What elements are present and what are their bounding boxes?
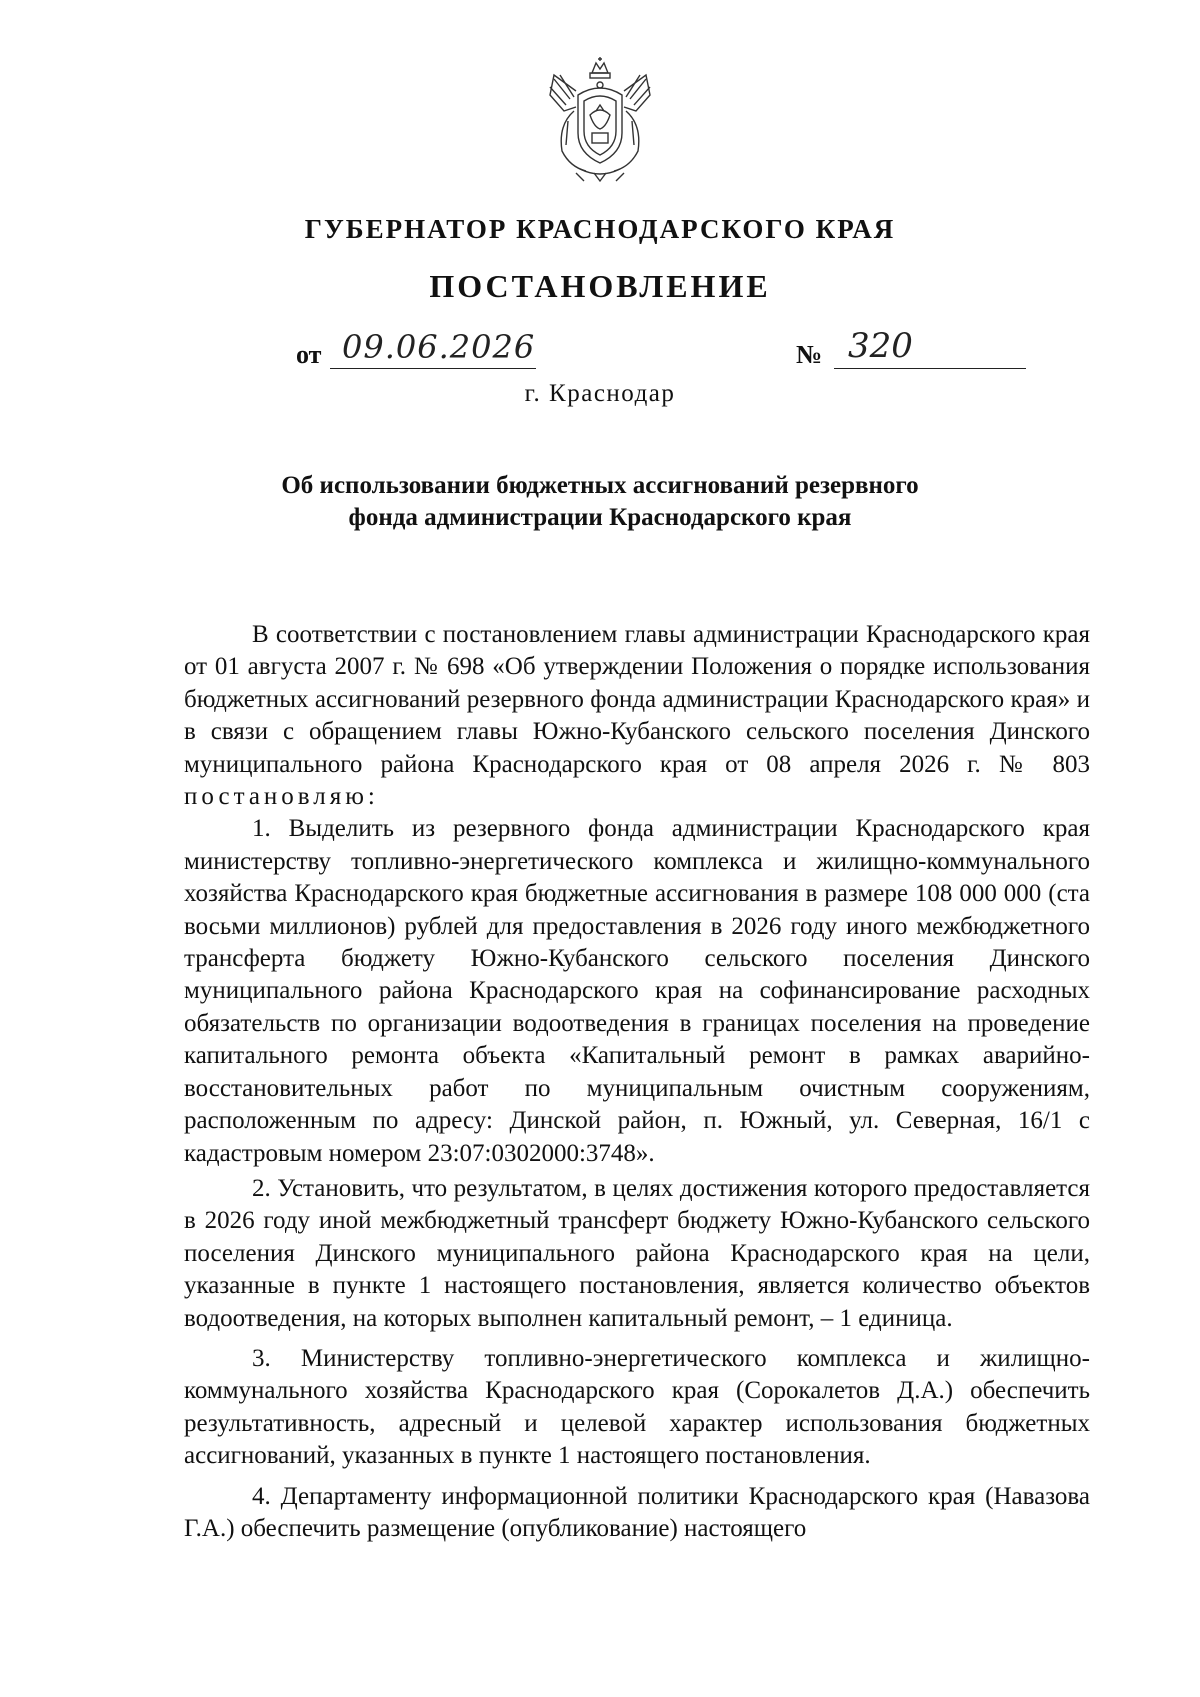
paragraph-1: 1. Выделить из резервного фонда администрации Краснодарского края министерству топливно-энергетического комплекса и жилищно-коммунального хозяйства Краснодарского края бюджетные ассигнования в размере 108 000 000 (ста восьми миллионов) рублей для предоставления в 2026 году иного межбюджетного трансферта бюджету Южно-Кубанского сельского поселения Динского муниципального района Краснодарского края на софинансирование расходных обязательств по организации водоотведения в границах поселения на проведение капитального ремонта объекта «Капитальный ремонт в рамках аварийно-восстановительных работ по муниципальным очистным сооружениям, расположенным по адресу: Динской район, п. Южный, ул. Северная, 16/1 с кадастровым номером 23:07:0302000:3748». (184, 815, 1090, 1167)
paragraph-4: 4. Департаменту информационной политики Краснодарского края (Навазова Г.А.) обеспечить размещение (опубликование) настоящего (184, 1482, 1090, 1542)
issuing-authority: ГУБЕРНАТОР КРАСНОДАРСКОГО КРАЯ (304, 214, 896, 244)
resolution-keyword: постановляю: (184, 783, 379, 811)
date-underline (330, 368, 536, 369)
document-title (220, 470, 980, 534)
document-body (184, 619, 1090, 1545)
coat-of-arms-icon (540, 55, 660, 185)
title-line-2: фонда администрации Краснодарского края (348, 504, 852, 531)
paragraph-2: 2. Установить, что результатом, в целях достижения которого предоставляется в 2026 году иной межбюджетный трансферт бюджету Южно-Кубанского сельского поселения Динского муниципального района Краснодарского края на цели, указанные в пункте 1 настоящего постановления, является количество объектов водоотведения, на которых выполнен капитальный ремонт, – 1 единица. (184, 1174, 1090, 1332)
paragraph-3: 3. Министерству топливно-энергетического комплекса и жилищно-коммунального хозяйства Краснодарского края (Сорокалетов Д.А.) обеспечить результативность, адресный и целевой характер использования бюджетных ассигнований, указанных в пункте 1 настоящего постановления. (184, 1344, 1090, 1470)
number-label: № (796, 340, 823, 369)
date-value: 09.06.2026 (342, 328, 536, 366)
number-value: 320 (848, 326, 913, 366)
document-type: ПОСТАНОВЛЕНИЕ (429, 268, 771, 304)
preamble-text: В соответствии с постановлением главы администрации Краснодарского края от 01 августа 2007 г. № 698 «Об утверждении Положения о порядке использования бюджетных ассигнований резервного фонда администрации Краснодарского края» и в связи с обращением главы Южно-Кубанского сельского поселения Динского муниципального района Краснодарского края от 08 апреля 2026 г. № 803 (184, 621, 1090, 778)
number-underline (834, 368, 1026, 369)
date-label: от (296, 340, 322, 369)
title-line-1: Об использовании бюджетных ассигнований резервного (281, 472, 919, 499)
city: г. Краснодар (524, 380, 676, 407)
preamble-paragraph (184, 619, 1090, 813)
